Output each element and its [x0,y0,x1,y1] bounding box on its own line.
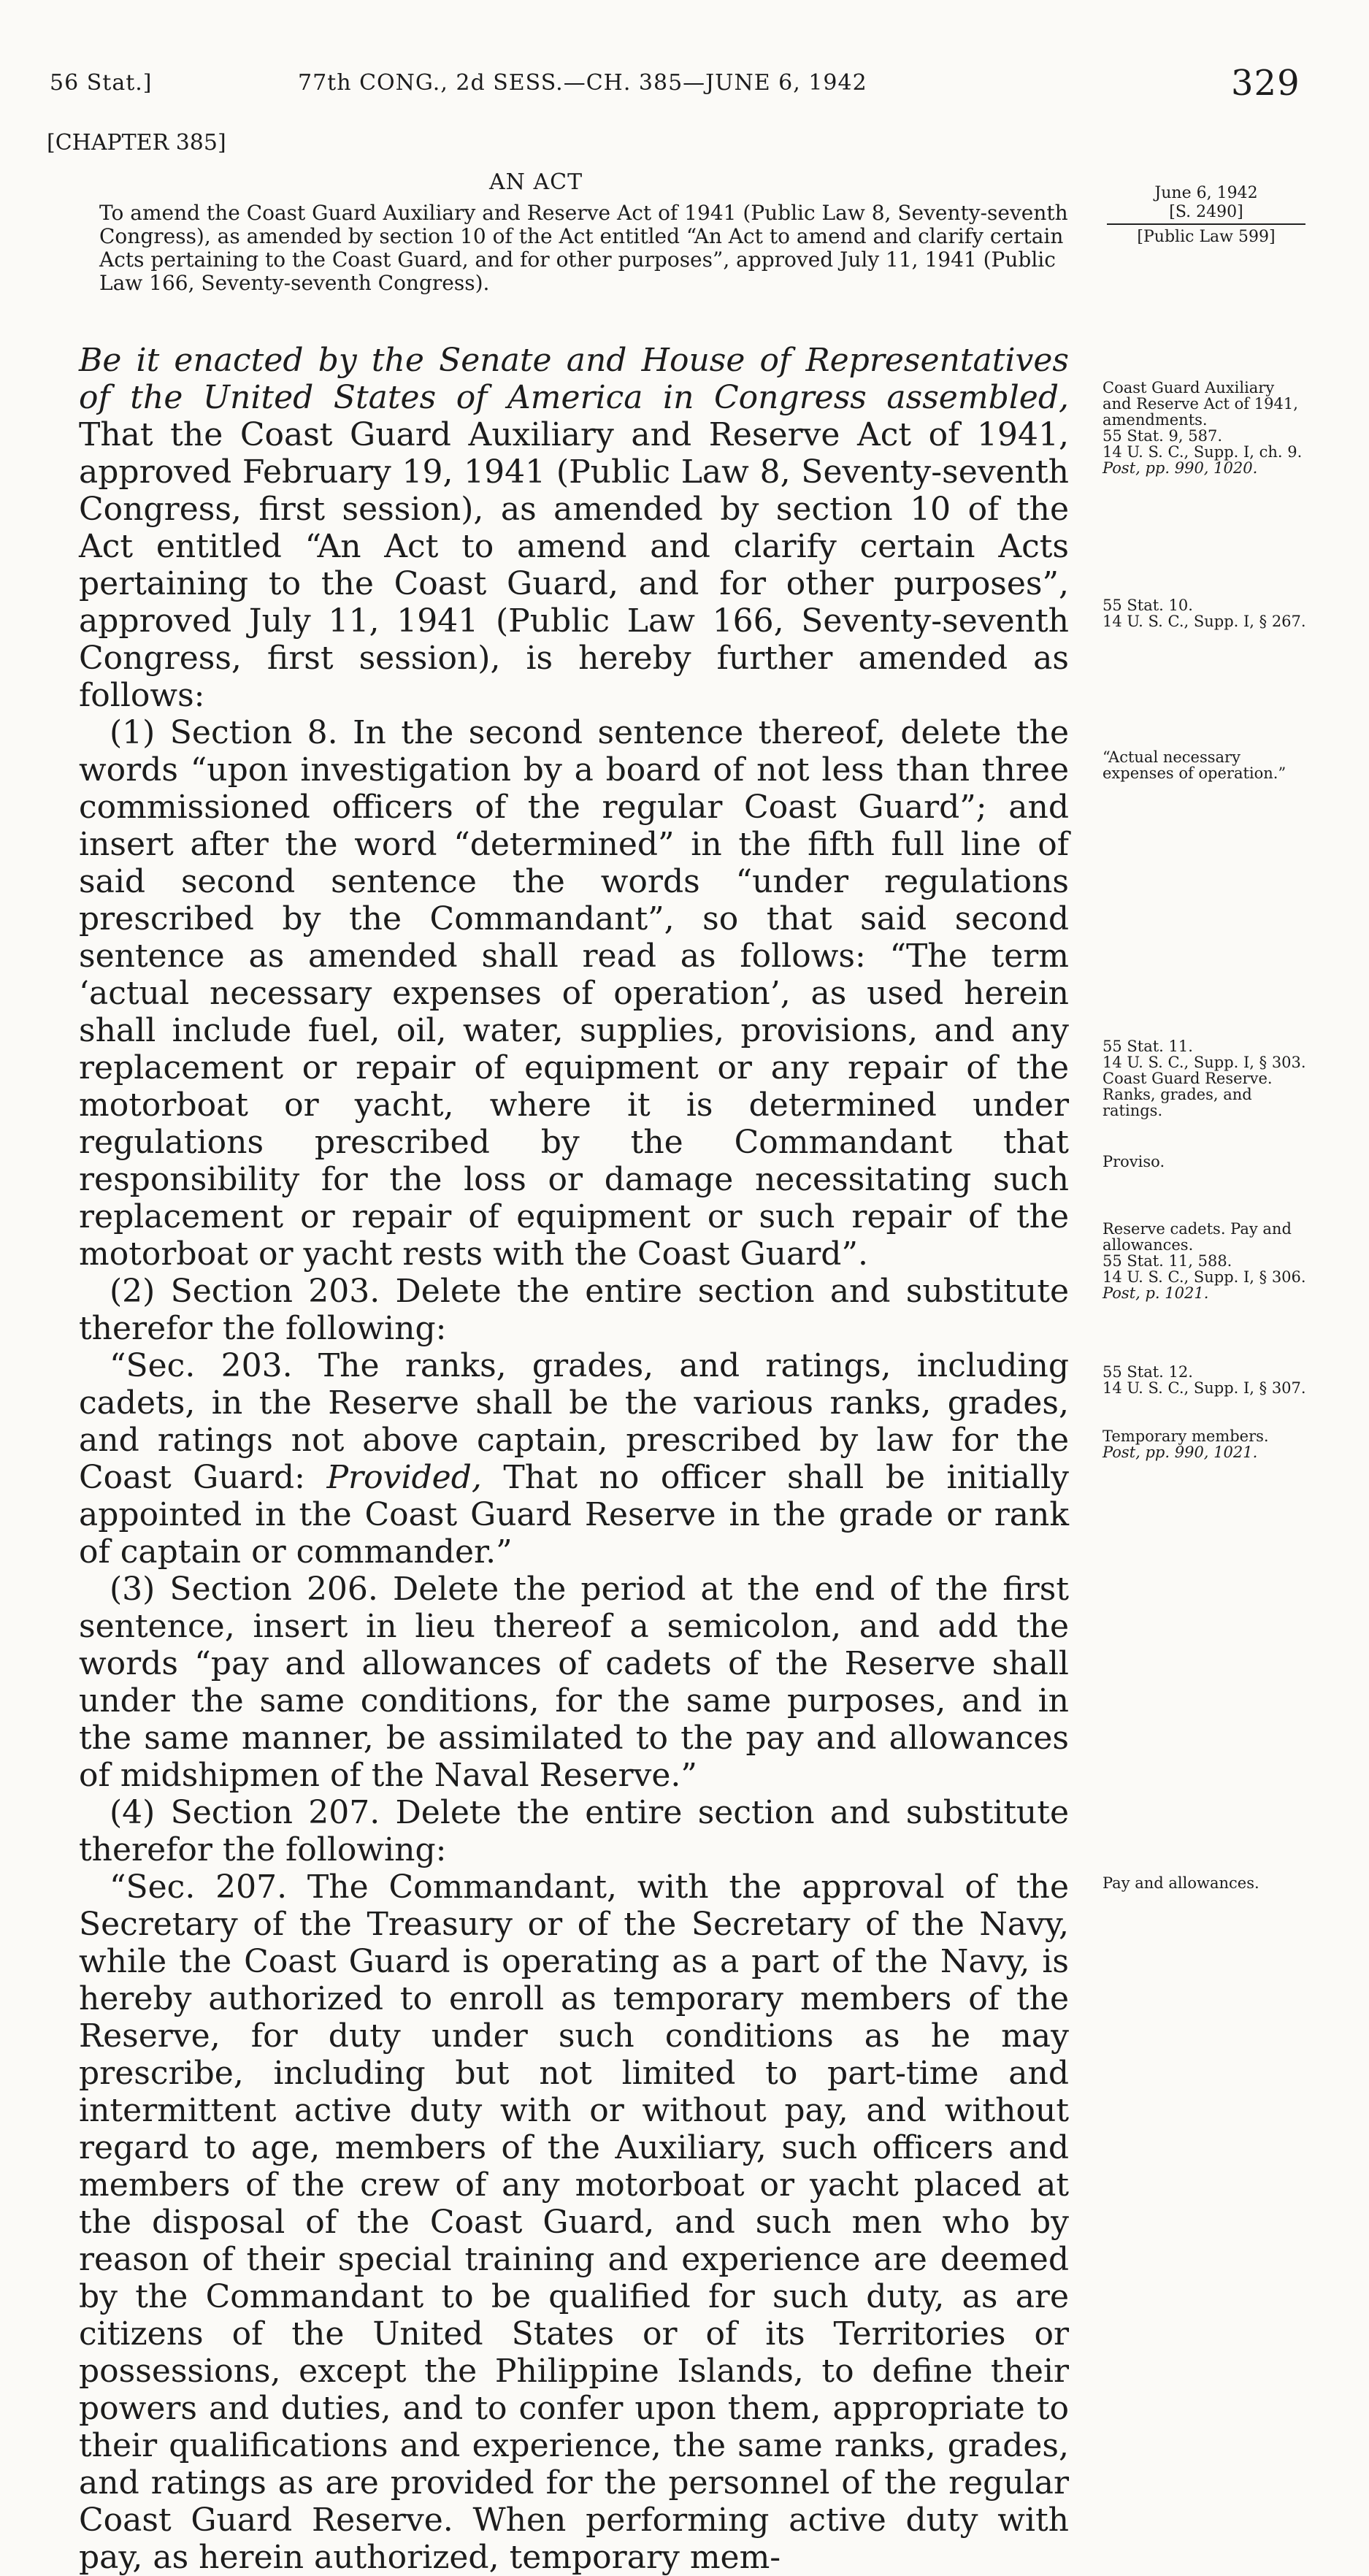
margin-note-amendments [1103,380,1307,476]
section-203-text-b: That no officer shall be initially appointed in the Coast Guard Reserve in the grade or rank of captain or commander.” [79,1459,1069,1571]
margin-note-section-206-usc: 14 U. S. C., Supp. I, § 306. [1103,1268,1306,1286]
enacting-paragraph [79,342,1069,714]
margin-note-amendments-post: Post, pp. 990, 1020. [1103,459,1258,477]
margin-note-temporary-members-post: Post, pp. 990, 1021. [1103,1444,1258,1461]
margin-note-reserve-ranks: Coast Guard Reserve. Ranks, grades, and ratings. [1103,1070,1273,1119]
amendment-section-203: (2) Section 203. Delete the entire section and substitute therefor the following: [79,1273,1069,1347]
public-law-number: [Public Law 599] [1137,228,1276,246]
act-purpose: To amend the Coast Guard Auxiliary and Reserve Act of 1941 (Public Law 8, Seventy-seventh Congress), as amended by section 10 of the Act entitled “An Act to amend and clarify certain Acts pertaining to the Coast Guard, and for other purposes”, approved July 11, 1941 (Public Law 166, Seventy-seventh Congress). [99,201,1068,295]
margin-note-temporary-members-title: Temporary members. [1103,1427,1269,1445]
enacting-paragraph-text: That the Coast Guard Auxiliary and Reserve Act of 1941, approved February 19, 1941 (Public Law 8, Seventy-seventh Congress, first session), as amended by section 10 of the Act entitled “An Act to amend and clarify certain Acts pertaining to the Coast Guard, and for other purposes”, approved July 11, 1941 (Public Law 166, Seventy-seventh Congress, first session), is hereby further amended as follows: [79,416,1069,714]
enactment-date-note [1107,184,1305,247]
margin-note-section-207-stat: 55 Stat. 12. [1103,1363,1193,1381]
enacting-clause: Be it enacted by the Senate and House of Representatives of the United States of America in Congress assembled, [79,342,1069,416]
date-note-rule [1107,223,1305,225]
margin-note-actual-expenses: “Actual necessary expenses of operation.” [1103,748,1286,782]
running-head-session: 77th CONG., 2d SESS.—CH. 385—JUNE 6, 1942 [298,70,867,96]
running-head-volume: 56 Stat.] [50,70,153,96]
act-body [79,342,1069,2576]
section-203-text-a: “Sec. 203. The ranks, grades, and ratings, including cadets, in the Reserve shall be the various ranks, grades, and ratings not above captain, prescribed by law for the Coast Guard: [79,1347,1069,1496]
enactment-date: June 6, 1942 [1154,184,1258,202]
margin-note-section-203-stat: 55 Stat. 11. [1103,1038,1193,1055]
amendment-section-207: (4) Section 207. Delete the entire section and substitute therefor the following: [79,1794,1069,1868]
amendment-section-8: (1) Section 8. In the second sentence thereof, delete the words “upon investigation by a board of not less than three commissioned officers of the regular Coast Guard”; and insert after the word “determined” in the fifth full line of said second sentence the words “under regulations prescribed by the Commandant”, so that said second sentence as amended shall read as follows: “The term ‘actual necessary expenses of operation’, as used herein shall include fuel, oil, water, supplies, provisions, and any replacement or repair of equipment or any repair of the motorboat or yacht, where it is determined under regulations prescribed by the Commandant that responsibility for the loss or damage necessitating such replacement or repair of equipment or such repair of the motorboat or yacht rests with the Coast Guard”. [79,714,1069,1273]
chapter-label: [CHAPTER 385] [47,130,226,156]
section-203-text [79,1347,1069,1571]
margin-note-section-8 [1103,597,1307,629]
margin-note-section-206 [1103,1221,1307,1301]
margin-note-section-8-stat: 55 Stat. 10. [1103,597,1193,614]
senate-bill-number: [S. 2490] [1169,203,1243,221]
margin-note-amendments-usc: 14 U. S. C., Supp. I, ch. 9. [1103,443,1303,461]
margin-note-section-8-usc: 14 U. S. C., Supp. I, § 267. [1103,613,1306,630]
margin-note-proviso: Proviso. [1103,1153,1165,1170]
margin-note-amendments-stat: 55 Stat. 9, 587. [1103,427,1223,445]
margin-note-temporary-members [1103,1428,1307,1460]
page-number: 329 [1231,63,1300,104]
margin-note-section-206-stat: 55 Stat. 11, 588. [1103,1252,1232,1270]
margin-note-section-203-usc: 14 U. S. C., Supp. I, § 303. [1103,1054,1306,1071]
section-207-text: “Sec. 207. The Commandant, with the approval of the Secretary of the Treasury or of the Secretary of the Navy, while the Coast Guard is operating as a part of the Navy, is hereby authorized to enroll as temporary members of the Reserve, for duty under such conditions as he may prescribe, including but not limited to part-time and intermittent active duty with or without pay, and without regard to age, members of the Auxiliary, such officers and members of the crew of any motorboat or yacht placed at the disposal of the Coast Guard, and such men who by reason of their special training and experience are deemed by the Commandant to be qualified for such duty, as are citizens of the United States or of its Territories or possessions, except the Philippine Islands, to define their powers and duties, and to confer upon them, appropriate to their qualifications and experience, the same ranks, grades, and ratings as are provided for the personnel of the regular Coast Guard Reserve. When performing active duty with pay, as herein authorized, temporary mem- [79,1868,1069,2576]
margin-note-section-203 [1103,1038,1307,1119]
act-title: AN ACT [489,169,583,195]
margin-note-section-207 [1103,1364,1307,1396]
margin-note-reserve-cadets: Reserve cadets. Pay and allowances. [1103,1220,1292,1254]
proviso-word: Provided, [326,1459,482,1496]
margin-note-section-206-post: Post, p. 1021. [1103,1284,1209,1302]
amendment-section-206: (3) Section 206. Delete the period at the end of the first sentence, insert in lieu thereof a semicolon, and add the words “pay and allowances of cadets of the Reserve shall under the same conditions, for the same purposes, and in the same manner, be assimilated to the pay and allowances of midshipmen of the Naval Reserve.” [79,1571,1069,1794]
margin-note-section-207-usc: 14 U. S. C., Supp. I, § 307. [1103,1379,1306,1397]
margin-note-amendments-title: Coast Guard Auxiliary and Reserve Act of 1941, amendments. [1103,379,1298,429]
margin-note-pay-allowances: Pay and allowances. [1103,1874,1259,1892]
